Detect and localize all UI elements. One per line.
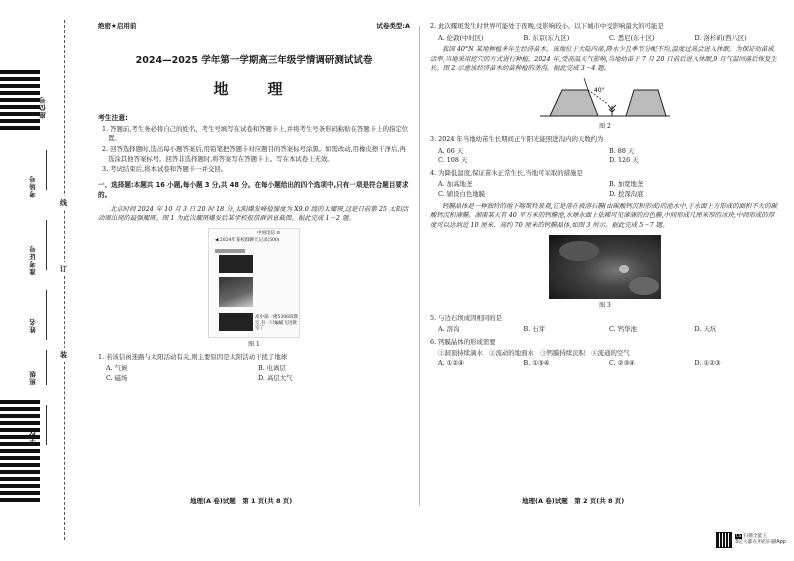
option-d: D. 天坑 [694, 325, 717, 334]
option-b: B. 加宽地垄 [609, 180, 644, 189]
option-b: B. 88 天 [609, 146, 635, 155]
binding-char-order: 订 [60, 262, 67, 276]
fig1-status-bar: 中国电信 ≋ [257, 230, 281, 236]
option-a: A. 溶沟 [438, 325, 460, 334]
question-5-options [430, 325, 780, 335]
binding-fill-line [46, 290, 47, 340]
binding-label-room: 考场号 [29, 175, 37, 198]
binding-label-school: 学校 [29, 430, 37, 445]
binding-label-class: 班级 [29, 370, 37, 385]
option-a: A. 气候 [106, 364, 128, 373]
binding-strip [0, 0, 92, 561]
option-a: A. 伦敦(中时区) [438, 33, 484, 42]
page-header [98, 22, 410, 32]
question-3-options [430, 147, 780, 166]
fig1-photo [219, 255, 253, 273]
option-d: D. 高层大气 [258, 373, 293, 382]
question-2-options [430, 34, 780, 44]
binding-fill-line [46, 150, 47, 190]
section-heading: 一、选择题:本题共 16 小题,每小题 3 分,共 48 分。在每小题给出的四个选项中,只有一项是符合题目要求的。 [98, 180, 409, 199]
figure-2-diagram [540, 78, 670, 120]
figure-2-caption: 图 2 [599, 123, 611, 131]
fig3-rock [559, 241, 599, 261]
option-c: C. 悉尼(东十区) [609, 33, 655, 42]
note-item: 3. 考试结束后,将本试卷和答题卡一并交回。 [102, 165, 228, 174]
option-d: D. 126 天 [609, 156, 639, 165]
fig2-angle-label: 40° [594, 87, 605, 95]
fig3-rock [629, 277, 659, 295]
fig3-crystal [619, 265, 629, 273]
option-d: D. 挖深沟底 [609, 190, 644, 199]
scanner-text [735, 534, 786, 546]
question-6-stem: 6. 钙膜晶体的形成需要 [430, 337, 496, 346]
option-c: C. 铺设白色地膜 [438, 190, 486, 199]
binding-cut-line [64, 20, 65, 540]
binding-char-bind: 装 [60, 348, 67, 362]
question-5-stem: 5. 与边石坝成因相同的是 [430, 313, 503, 322]
option-a: A. ①②④ [438, 358, 464, 367]
qr-code-icon [716, 532, 732, 548]
fig2-right-ridge [626, 90, 666, 116]
fig1-chat-title: ◀ 2024年某校群聊天记录(500) [215, 237, 280, 243]
fig2-ray-guide [584, 78, 588, 90]
confidential-mark: 绝密★启用前 [98, 22, 137, 30]
option-b: B. 东京(东九区) [523, 33, 570, 42]
exam-title: 2024—2025 学年第一学期高三年级学情调研测试试卷 [135, 54, 373, 66]
question-6-conditions: ①洞顶持续滴水 ②流动的地面水 ③钙膜持续沉积 ④流通的空气 [438, 349, 630, 358]
question-6-options [430, 359, 780, 369]
question-3-stem: 3. 2024 年当地幼苗生长期间正午阳光能照进沟内的天数约为 [430, 135, 604, 144]
binding-stripe-bottom [0, 400, 40, 505]
binding-fill-line [46, 220, 47, 270]
notes-title: 考生注意: [98, 113, 128, 122]
option-d: D. ①②③ [694, 358, 721, 367]
question-2-stem: 2. 此次耀斑发生时世界可能处于夜晚,受影响较小。以下城市中受影响最大的可能是 [430, 22, 664, 30]
binding-fill-line [46, 405, 47, 445]
option-b: B. ①③④ [523, 358, 550, 367]
passage-intro: 北京时间 2024 年 10 月 3 日 20 时 18 分,太阳爆发峰值强度为 X9.0 级的太耀斑,这是日前第 25 太阳活动周出现的最强耀斑。图 1 为此次耀斑爆发后某学校报信群消息截图。据此完成 1～2 题。 [98, 204, 409, 223]
page-2-footer: 地理(A 卷)试题 第 2 页(共 8 页) [522, 497, 625, 505]
passage-2: 我国 40°N 某地种植多年生经济苗木。该地位于大陆内部,降水少且季节分配不均,温度过高会进入休眠。为保证幼苗成活率,当地采用挖穴的方式进行种植。2024 年,受高温天气影响,当地幼苗于 7 月 20 日前后进入休眠,9 月气温回落后恢复生长。图 2 示意该经济苗木幼苗种植的垄沟。据此完成 3～4 题。 [430, 45, 777, 73]
option-a: A. 66 天 [438, 146, 464, 155]
option-a: A. 加高地垄 [438, 180, 473, 189]
page-1 [98, 22, 410, 386]
binding-label-ticket: 准考证号 [29, 245, 37, 275]
question-4-stem: 4. 为降低温度,保证苗木正常生长,当地可采取的措施是 [430, 168, 583, 177]
note-item: 2. 回答选择题时,选出每小题答案后,用铅笔把答题卡对应题目的答案标号涂黑。如需改动,用橡皮擦干净后,再选涂其他答案标号。回答非选择题时,将答案写在答题卡上。写在本试卷上无效。 [102, 144, 406, 163]
option-b: B. 电离层 [258, 364, 286, 373]
figure-1-caption: 图 1 [248, 340, 260, 348]
paper-type: 试卷类型:A [376, 22, 410, 30]
option-b: B. 石芽 [523, 325, 546, 334]
figure-1-screenshot [208, 228, 300, 338]
fig2-left-ridge [550, 90, 598, 116]
subject-title: 地 理 [213, 80, 295, 98]
scanner-logo: CS [736, 533, 742, 539]
option-c: C. 108 天 [438, 156, 468, 165]
figure-3-caption: 图 3 [599, 301, 611, 309]
binding-label-name: 姓名 [29, 318, 37, 333]
option-c: C. 钙华池 [609, 325, 637, 334]
binding-char-line: 线 [60, 196, 67, 210]
fig1-message-text: 高中部一楼5306班教室,有一只蝙蝠飞进教室了 [255, 314, 298, 332]
page-2 [430, 22, 780, 371]
binding-label-seat: 座位号 [39, 96, 47, 119]
column-divider [419, 26, 420, 506]
figure-3-photo [549, 235, 661, 299]
fig2-seedling [608, 105, 616, 116]
option-c: C. 磁场 [106, 373, 128, 382]
scanner-slogan: 3亿人都在用的扫描App [735, 540, 786, 545]
passage-3: 钙膜晶体是一种独特的地下喀斯特景观,它是溶在被溶石膜(由碳酸钙沉积形成)的池水中,于水面上方形成的面积不大的碳酸钙沉积薄膜。湖南某天有 40 平方米的钙膜池,水塘水面上依稀可见薄薄的白色膜,中间形成几厘米厚的冰块,中间形成的厚度可以达到近 10 厘米、高约 70 厘米的钙膜晶体,如图 3 所示。据此完成 5～7 题。 [430, 201, 777, 229]
fig1-message-bar [215, 249, 245, 253]
binding-fill-line [46, 350, 47, 385]
scanner-app-name: 扫描全能王 [743, 534, 768, 540]
option-c: C. ②③④ [609, 358, 635, 367]
option-d: D. 洛杉矶(西八区) [694, 33, 747, 42]
question-1-options [98, 364, 410, 383]
note-item: 1. 答题前,考生务必将自己的姓名、考生号填写在试卷和答题卡上,并将考生号条形码粘贴在答题卡上的指定位置。 [102, 124, 409, 143]
page-1-footer: 地理(A 卷)试题 第 1 页(共 8 页) [190, 497, 293, 505]
question-4-options [430, 180, 780, 199]
fig1-photo [219, 277, 253, 307]
fig1-photo [219, 313, 253, 331]
binding-stripe-top [0, 70, 40, 132]
scanner-watermark [716, 531, 794, 549]
question-1-stem: 1. 若该信函迷路与太阳活动有关,则主要原因是太阳活动干扰了地球 [98, 352, 288, 361]
